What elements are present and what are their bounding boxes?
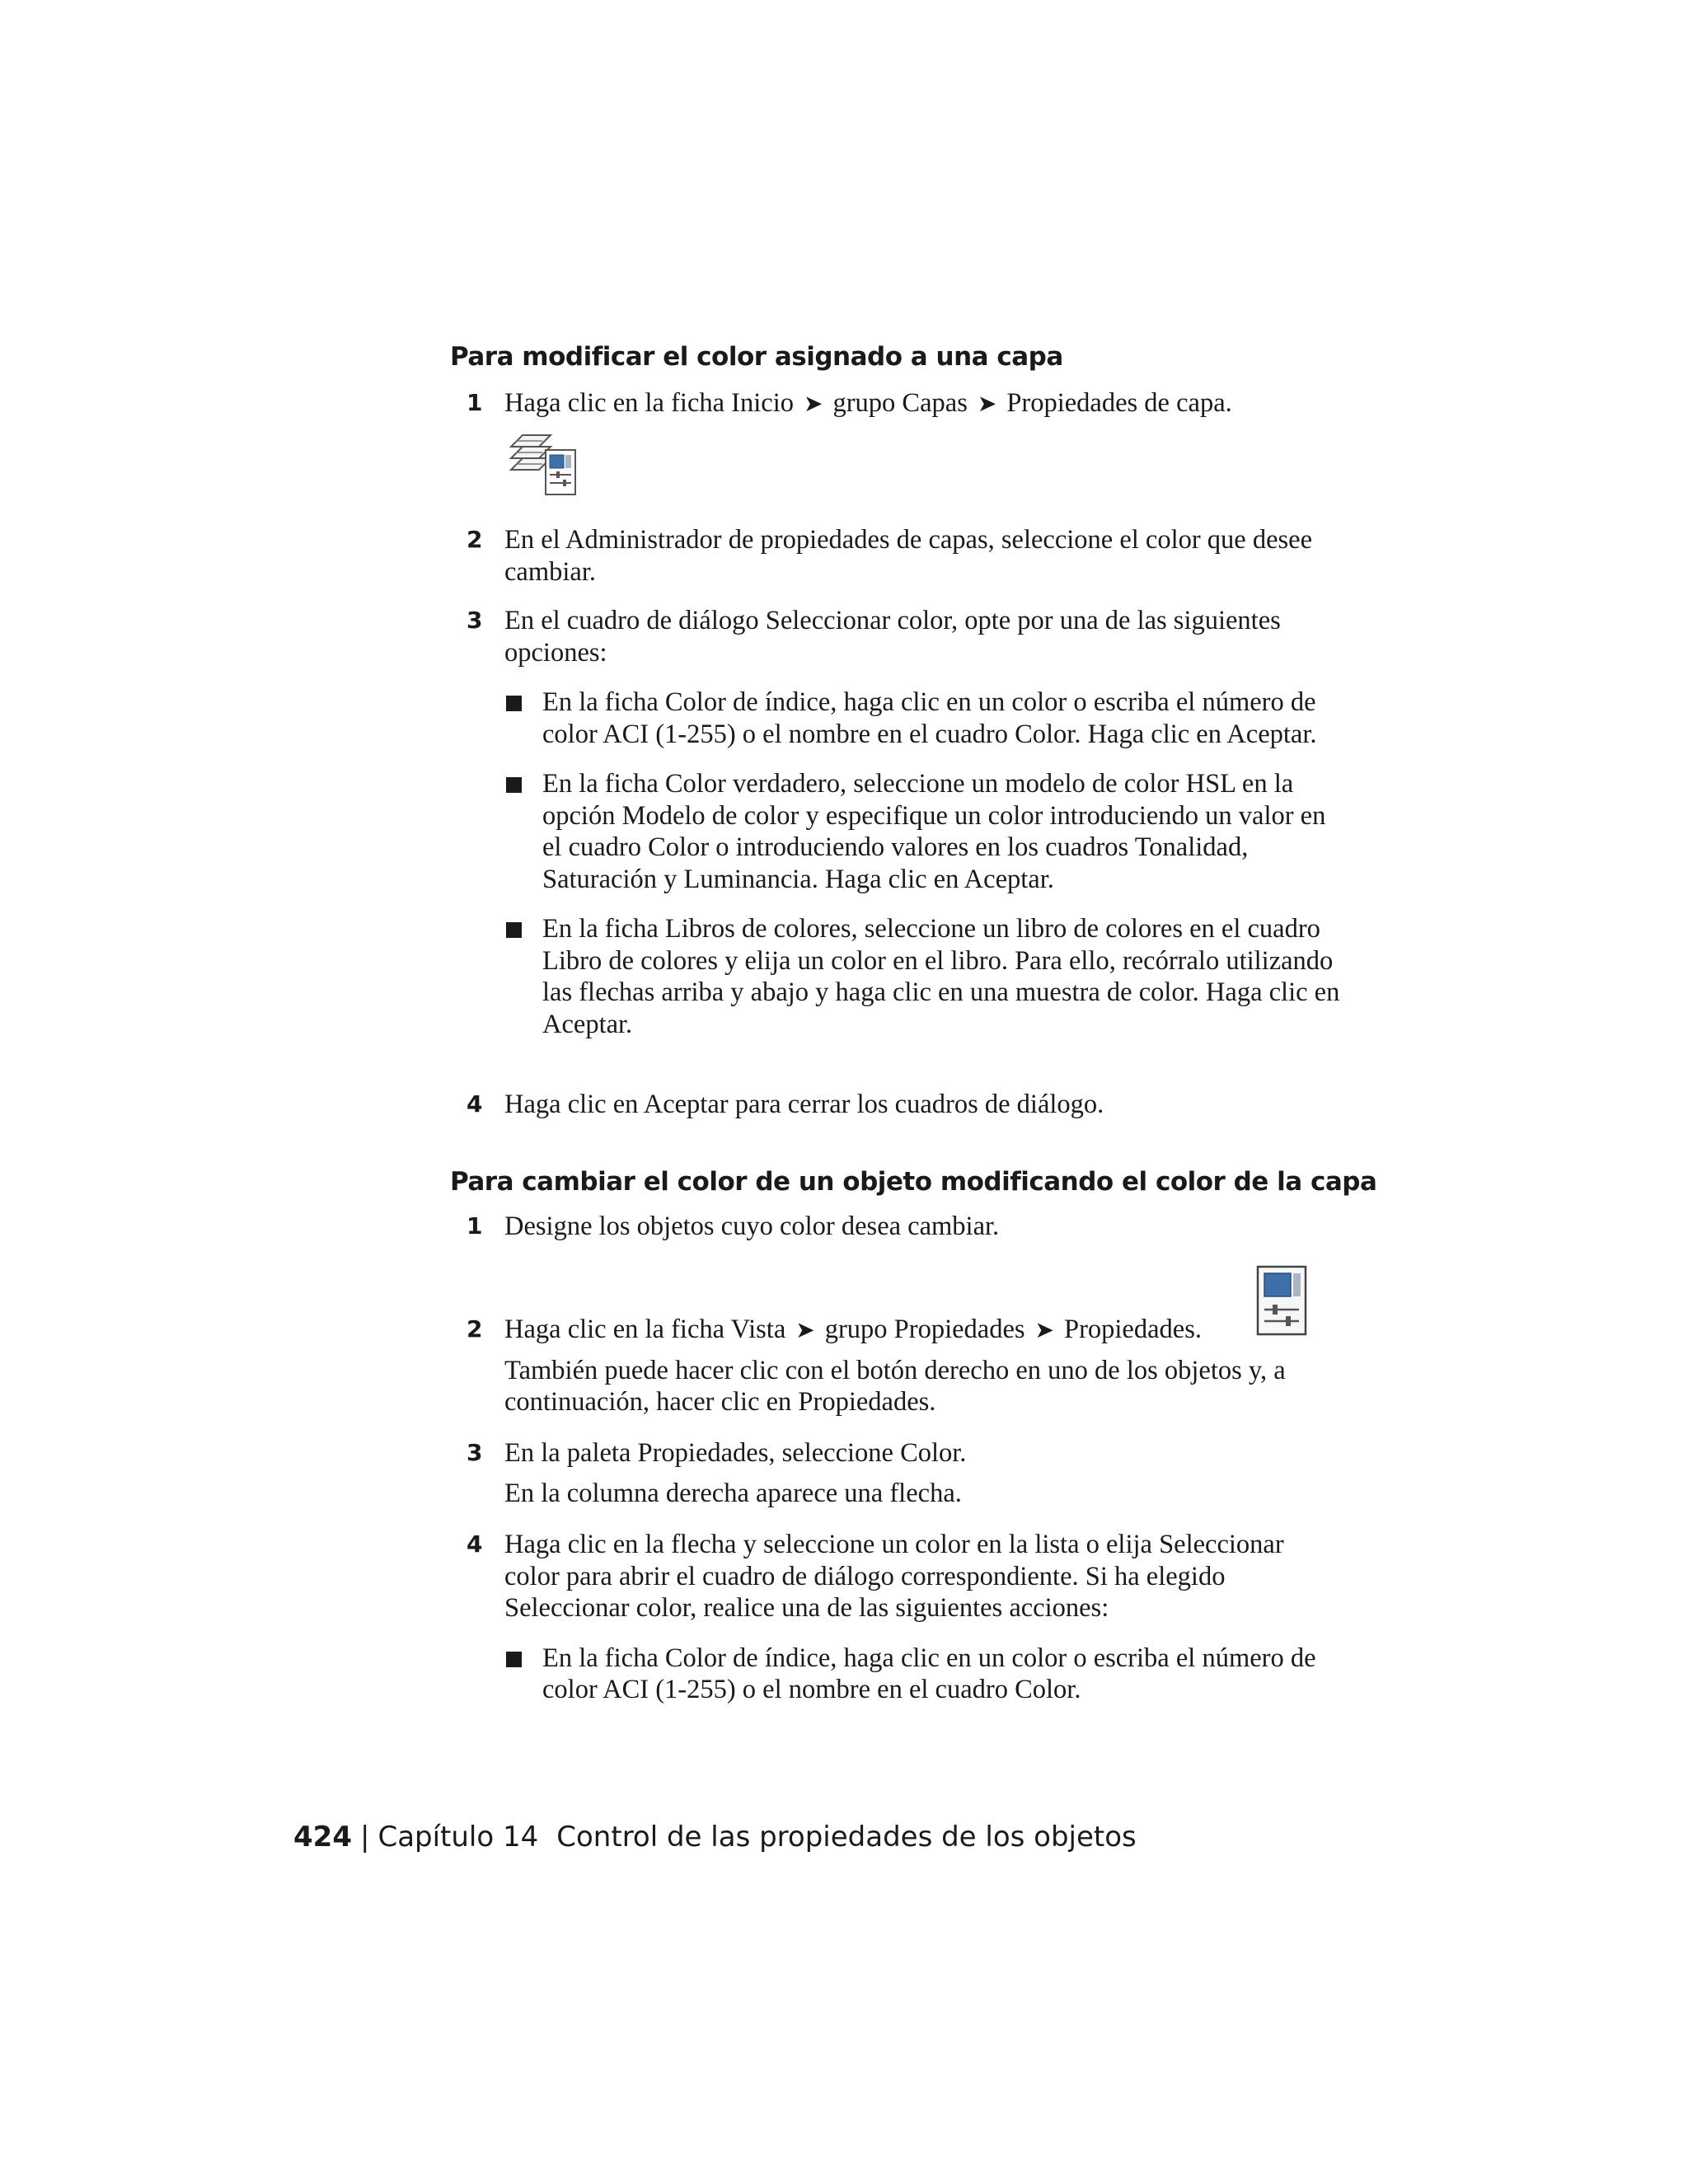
- step-3-color-dialog: [467, 605, 1340, 1040]
- step-text-part: Haga clic en la ficha Inicio: [504, 388, 794, 418]
- chapter-title: Control de las propiedades de los objetos: [556, 1821, 1137, 1854]
- bullet-text: En la ficha Libros de colores, seleccione un libro de colores en el cuadro Libro de colores y elija un color en el libro. Para ello, recórralo utilizando las flechas arriba y abajo y haga clic en una muestra de color. Haga clic en Aceptar.: [542, 914, 1340, 1039]
- step-1-layer-properties: [467, 387, 1340, 420]
- page-number: 424: [293, 1821, 352, 1854]
- page-footer: [293, 1819, 1137, 1855]
- step-text: En el cuadro de diálogo Seleccionar color, opte por una de las siguientes opciones:: [504, 606, 1281, 668]
- step-4-choose-color: [467, 1529, 1340, 1706]
- step-2-select-color: [467, 524, 1340, 588]
- step-text-part: grupo Propiedades: [824, 1315, 1025, 1344]
- layer-properties-icon: [504, 422, 579, 498]
- arrow-icon: ➤: [795, 1316, 815, 1343]
- bullet-text: En la ficha Color de índice, haga clic en un color o escriba el número de color ACI (1-255) o el nombre en el cuadro Color.: [542, 1643, 1316, 1704]
- section-heading-change-object-color: Para cambiar el color de un objeto modificando el color de la capa: [450, 1167, 1377, 1197]
- step-3-properties-palette: [467, 1437, 1340, 1509]
- arrow-icon: ➤: [804, 390, 823, 417]
- step-text-part: Propiedades de capa.: [1006, 388, 1232, 418]
- bullet-item: [504, 768, 1340, 895]
- step-4-accept: [467, 1089, 1340, 1121]
- step-number: 4: [467, 1090, 483, 1118]
- step-number: 2: [467, 526, 483, 553]
- step-number: 1: [467, 1212, 483, 1240]
- step-number: 3: [467, 1439, 483, 1466]
- chapter-label: Capítulo 14: [377, 1821, 539, 1854]
- step-2-properties: [467, 1314, 1340, 1418]
- bullet-item: [504, 687, 1340, 750]
- bullet-text: En la ficha Color de índice, haga clic en un color o escriba el número de color ACI (1-255) o el nombre en el cuadro Color. Haga clic en Aceptar.: [542, 687, 1317, 749]
- step-text: En la paleta Propiedades, seleccione Color.: [504, 1438, 967, 1468]
- arrow-icon: ➤: [977, 390, 997, 417]
- bullet-item: [504, 1643, 1340, 1706]
- section-heading-modify-layer-color: Para modificar el color asignado a una capa: [450, 342, 1063, 372]
- bullet-square-icon: [506, 777, 522, 793]
- bullet-square-icon: [506, 922, 522, 938]
- step-number: 1: [467, 389, 483, 416]
- bullet-square-icon: [506, 1652, 522, 1667]
- step-number: 4: [467, 1530, 483, 1558]
- step-text-part: Haga clic en la ficha Vista: [504, 1315, 786, 1344]
- step-text-part: grupo Capas: [832, 388, 968, 418]
- footer-separator: |: [359, 1821, 370, 1854]
- step-note: En la columna derecha aparece una flecha.: [504, 1478, 962, 1508]
- step-text: En el Administrador de propiedades de capas, seleccione el color que desee cambiar.: [504, 525, 1313, 587]
- step-number: 2: [467, 1315, 483, 1343]
- step-number: 3: [467, 607, 483, 634]
- bullet-text: En la ficha Color verdadero, seleccione un modelo de color HSL en la opción Modelo de color y especifique un color introduciendo un valor en el cuadro Color o introduciendo valores en los cuadros Tonalidad, Saturación y Luminancia. Haga clic en Aceptar.: [542, 769, 1326, 894]
- step-text: Haga clic en Aceptar para cerrar los cuadros de diálogo.: [504, 1090, 1104, 1119]
- step-1-select-objects: [467, 1211, 1340, 1243]
- step-text-part: Propiedades.: [1064, 1315, 1202, 1344]
- bullet-item: [504, 913, 1340, 1040]
- step-text: Designe los objetos cuyo color desea cambiar.: [504, 1212, 1000, 1241]
- step-text: Haga clic en la flecha y seleccione un color en la lista o elija Seleccionar color para abrir el cuadro de diálogo correspondiente. Si ha elegido Seleccionar color, realice una de las siguientes acciones:: [504, 1530, 1284, 1623]
- arrow-icon: ➤: [1034, 1316, 1054, 1343]
- step-note: También puede hacer clic con el botón derecho en uno de los objetos y, a continuación, hacer clic en Propiedades.: [504, 1355, 1286, 1417]
- bullet-square-icon: [506, 696, 522, 711]
